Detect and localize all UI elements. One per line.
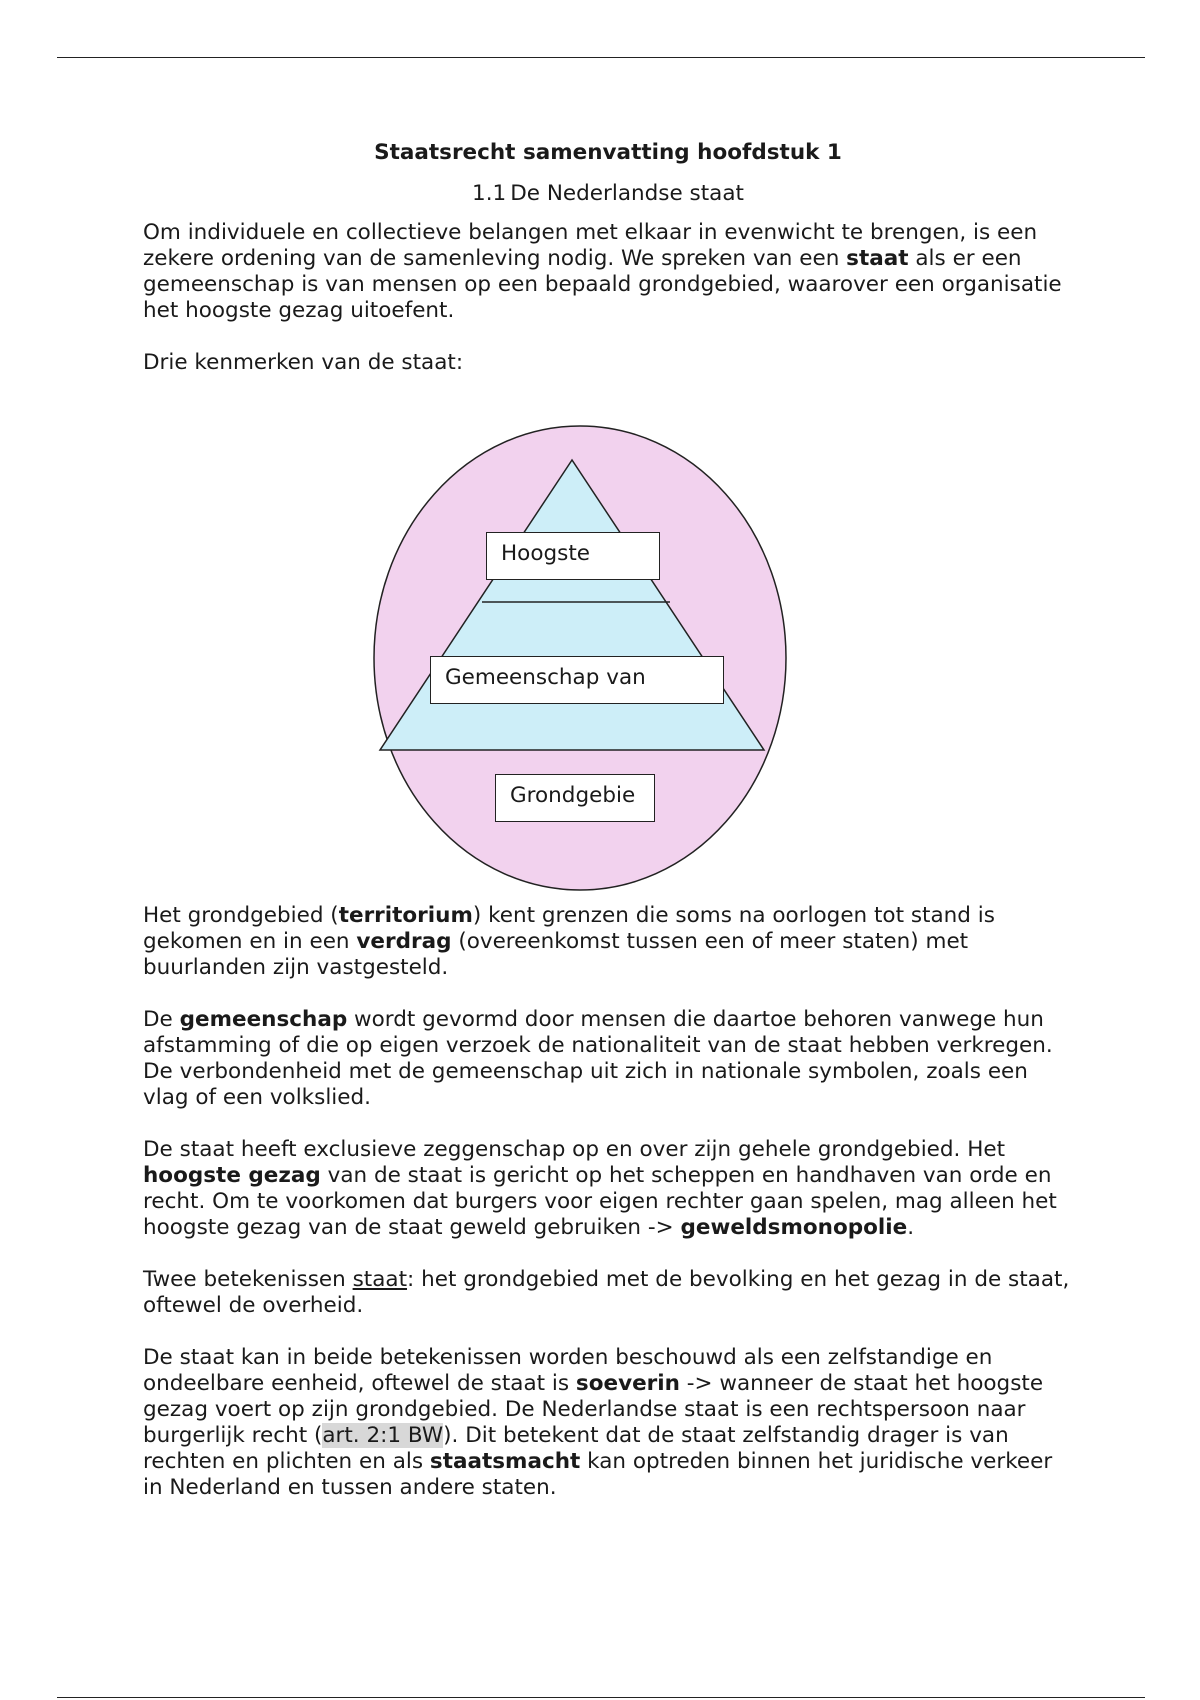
authority-paragraph	[143, 1137, 1073, 1241]
meanings-text-2: : het grondgebied met de bevolking en het gezag in de staat, oftewel de overheid.	[143, 1267, 1070, 1318]
characteristics-heading: Drie kenmerken van de staat:	[143, 350, 464, 375]
term-hoogste-gezag: hoogste gezag	[143, 1163, 321, 1188]
intro-paragraph	[143, 220, 1073, 324]
territory-text-2: ) kent grenzen die soms na oorlogen tot stand is gekomen en in een	[143, 903, 995, 954]
authority-text-3: .	[907, 1215, 915, 1240]
community-text-2: wordt gevormd door mensen die daartoe behoren vanwege hun afstamming of die op eigen verzoek de nationaliteit van de staat hebben verkregen. De verbondenheid met de gemeenschap uit zich in nationale symbolen, zoals een vlag of een volkslied.	[143, 1007, 1053, 1110]
document-body-lower	[143, 903, 1073, 1527]
meanings-paragraph	[143, 1267, 1073, 1319]
intro-text-2: als er een gemeenschap is van mensen op een bepaald grondgebied, waarover een organisatie het hoogste gezag uitoefent.	[143, 246, 1062, 323]
meanings-text-1: Twee betekenissen	[143, 1267, 353, 1292]
diagram-label-middle: Gemeenschap van	[430, 656, 724, 704]
term-staat: staat	[846, 246, 909, 271]
document-body-upper	[143, 140, 1073, 376]
territory-text-3: (overeenkomst tussen een of meer staten) met buurlanden zijn vastgesteld.	[143, 929, 969, 980]
authority-text-1: De staat heeft exclusieve zeggenschap op en over zijn gehele grondgebied. Het	[143, 1137, 1006, 1162]
sovereign-text-2: -> wanneer de staat het hoogste gezag voert op zijn grondgebied. De Nederlandse staat is een rechtspersoon naar burgerlijk recht (	[143, 1371, 1044, 1448]
territory-text-1: Het grondgebied (	[143, 903, 339, 928]
sovereign-paragraph	[143, 1345, 1073, 1501]
document-title: Staatsrecht samenvatting hoofdstuk 1	[374, 140, 842, 165]
diagram-label-top: Hoogste	[486, 532, 660, 580]
section-number: 1.1	[472, 181, 507, 206]
term-territorium: territorium	[338, 903, 473, 928]
section-title: De Nederlandse staat	[510, 181, 744, 206]
diagram-label-bottom: Grondgebie	[495, 774, 655, 822]
term-verdrag: verdrag	[356, 929, 452, 954]
sovereign-text-1: De staat kan in beide betekenissen worden beschouwd als een zelfstandige en ondeelbare eenheid, oftewel de staat is	[143, 1345, 993, 1396]
term-staat-underlined: staat	[352, 1267, 408, 1292]
term-geweldsmonopolie: geweldsmonopolie	[680, 1215, 908, 1240]
term-soeverin: soeverin	[575, 1371, 680, 1396]
footer-rule	[57, 1697, 1145, 1698]
section-heading	[143, 181, 1073, 207]
term-gemeenschap: gemeenschap	[179, 1007, 348, 1032]
community-text-1: De	[143, 1007, 180, 1032]
term-staatsmacht: staatsmacht	[429, 1449, 581, 1474]
authority-text-2: van de staat is gericht op het scheppen en handhaven van orde en recht. Om te voorkomen dat burgers voor eigen rechter gaan spelen, mag alleen het hoogste gezag van de staat geweld gebruiken ->	[143, 1163, 1057, 1240]
header-rule	[57, 57, 1145, 58]
state-diagram	[370, 424, 790, 894]
territory-paragraph	[143, 903, 1073, 981]
community-paragraph	[143, 1007, 1073, 1111]
sovereign-text-3: ). Dit betekent dat de staat zelfstandig drager is van rechten en plichten en als	[143, 1423, 1009, 1474]
intro-text-1: Om individuele en collectieve belangen met elkaar in evenwicht te brengen, is een zekere ordening van de samenleving nodig. We spreken van een	[143, 220, 1038, 271]
sovereign-text-4: kan optreden binnen het juridische verkeer in Nederland en tussen andere staten.	[143, 1449, 1053, 1500]
law-reference-highlight: art. 2:1 BW	[322, 1423, 444, 1448]
